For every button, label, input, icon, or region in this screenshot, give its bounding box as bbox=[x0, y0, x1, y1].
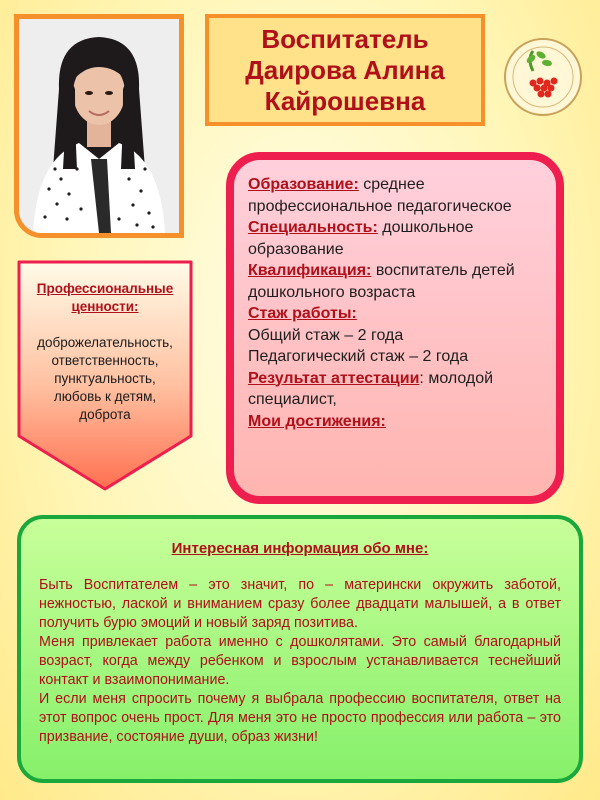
value-responsibility: ответственность, bbox=[51, 353, 159, 368]
qualification-label: Квалификация: bbox=[248, 262, 372, 279]
title-box bbox=[205, 14, 485, 126]
specialty-label: Специальность: bbox=[248, 219, 378, 236]
about-me-card bbox=[17, 515, 583, 783]
about-paragraph-2: Меня привлекает работа именно с дошколятами. Это самый благодарный возраст, когда между ребенком и взрослым устанавливается теснейший контакт и взаимопонимание. bbox=[39, 634, 561, 688]
value-punctuality: пунктуальность, bbox=[54, 371, 156, 386]
teacher-name-title bbox=[245, 24, 445, 117]
experience-pedagogical: Педагогический стаж – 2 года bbox=[248, 348, 469, 365]
qualification-row bbox=[248, 260, 544, 303]
professional-values-card bbox=[17, 260, 193, 490]
attestation-value: : молодой специалист, bbox=[248, 369, 494, 408]
title-line-1: Воспитатель bbox=[261, 23, 429, 54]
title-line-2: Даирова Алина bbox=[245, 54, 445, 85]
qualification-value: воспитатель детей дошкольного возраста bbox=[248, 262, 515, 301]
education-value: среднее профессиональное педагогическое bbox=[248, 176, 512, 215]
achievements-row bbox=[248, 411, 544, 433]
about-me-title: Интересная информация обо мне: bbox=[171, 540, 429, 557]
title-line-3: Кайрошевна bbox=[264, 85, 426, 116]
education-label: Образование: bbox=[248, 176, 359, 193]
about-paragraph-3: И если меня спросить почему я выбрала профессию воспитателя, ответ на этот вопрос очень прост. Для меня это не просто профессия или работа – это призвание, состояние души, образ жизни! bbox=[39, 691, 561, 745]
kindergarten-rowan-logo-icon bbox=[503, 37, 583, 117]
value-love-for-children: любовь к детям, bbox=[53, 389, 157, 404]
specialty-row bbox=[248, 217, 544, 260]
about-paragraph-1: Быть Воспитателем – это значит, по – матерински окружить заботой, нежностью, лаской и вниманием сразу более двадцати малышей, а в ответ получить бурю эмоций и новый заряд позитива. bbox=[39, 577, 561, 631]
specialty-value: дошкольное образование bbox=[248, 219, 474, 258]
value-kindness: доброта bbox=[79, 407, 131, 422]
experience-row bbox=[248, 303, 544, 325]
education-row bbox=[248, 174, 544, 217]
experience-label: Стаж работы: bbox=[248, 305, 357, 322]
portrait-image bbox=[19, 19, 179, 233]
attestation-row bbox=[248, 368, 544, 411]
teacher-photo bbox=[14, 14, 184, 238]
attestation-label: Результат аттестации bbox=[248, 369, 420, 387]
achievements-label: Мои достижения: bbox=[248, 412, 386, 430]
experience-total: Общий стаж – 2 года bbox=[248, 326, 404, 344]
values-title: Профессиональные ценности: bbox=[36, 281, 174, 314]
info-card bbox=[226, 152, 564, 504]
value-goodwill: доброжелательность, bbox=[37, 335, 173, 350]
